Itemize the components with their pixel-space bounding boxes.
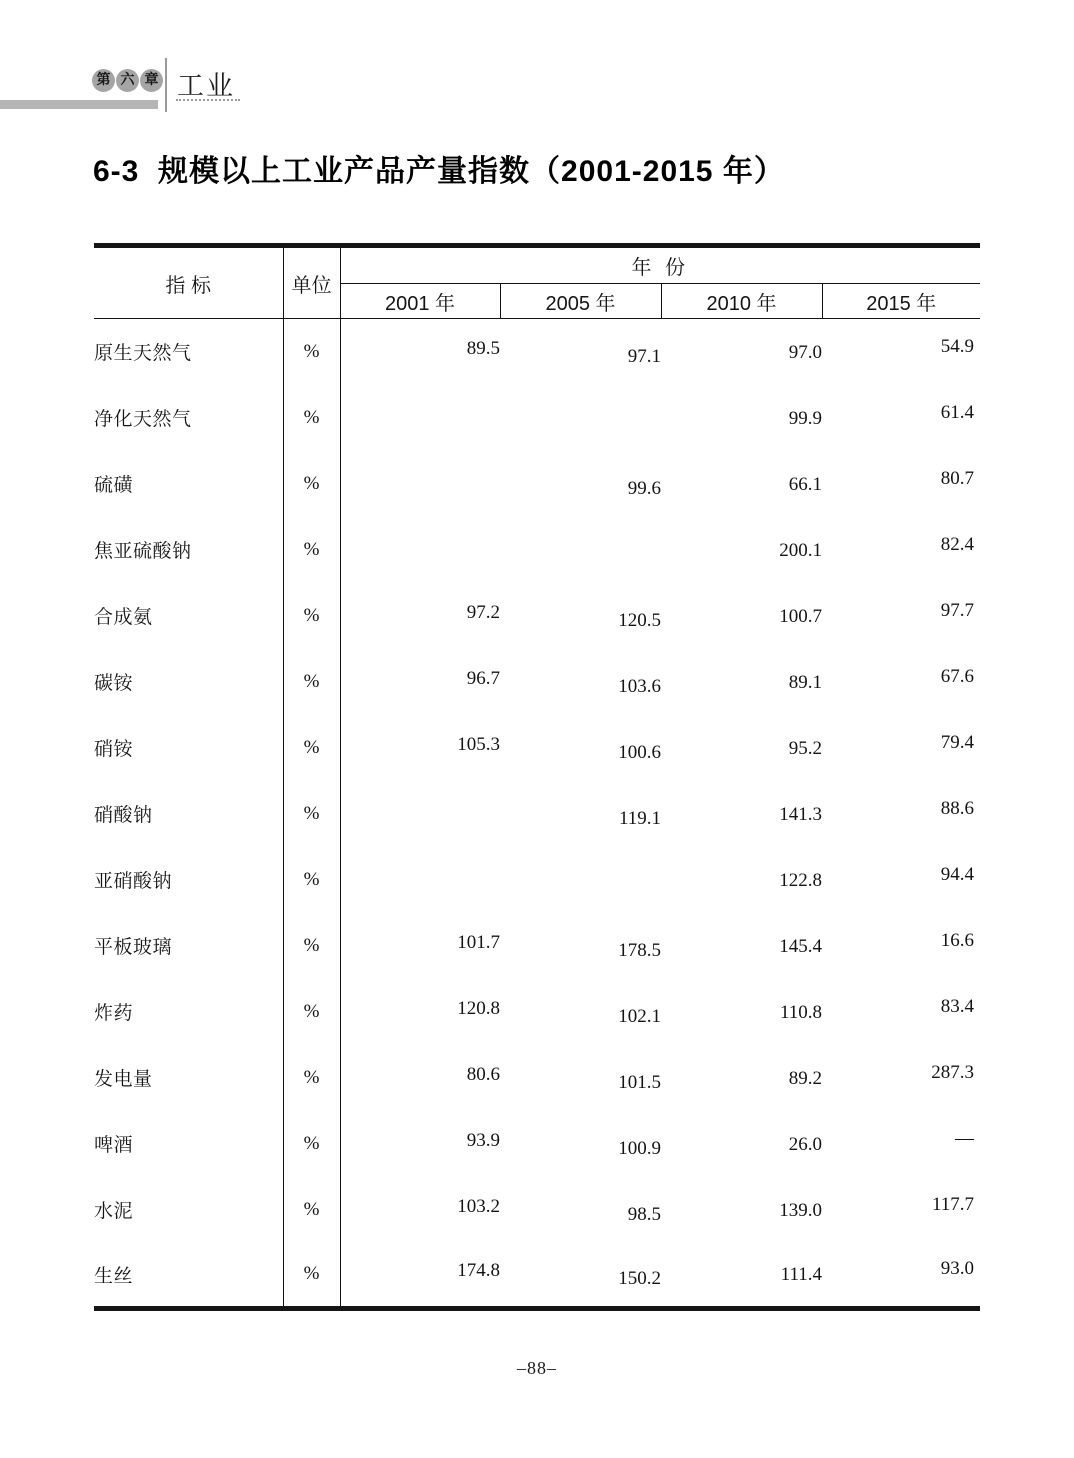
value-cell bbox=[340, 781, 500, 847]
unit-cell: % bbox=[283, 649, 340, 715]
products-index-table bbox=[94, 243, 980, 1311]
indicator-cell: 合成氨 bbox=[94, 583, 283, 649]
value-cell: 100.7 bbox=[779, 605, 822, 627]
value-cell: 117.7 bbox=[931, 1193, 974, 1215]
value-cell: 83.4 bbox=[940, 995, 974, 1017]
value-cell bbox=[340, 517, 500, 583]
value-cell: 97.0 bbox=[788, 341, 822, 363]
indicator-cell: 碳铵 bbox=[94, 649, 283, 715]
value-cell bbox=[500, 517, 661, 583]
value-cell bbox=[340, 451, 500, 517]
unit-cell: % bbox=[283, 781, 340, 847]
header-year-2015: 2015 年 bbox=[822, 284, 980, 319]
value-cell: 103.6 bbox=[618, 675, 661, 697]
table-row bbox=[94, 517, 980, 583]
indicator-cell: 发电量 bbox=[94, 1045, 283, 1111]
value-cell: 89.5 bbox=[466, 337, 500, 359]
header-divider bbox=[165, 58, 167, 112]
header-year-group: 年 份 bbox=[340, 246, 980, 284]
value-cell: 110.8 bbox=[779, 1001, 822, 1023]
value-cell bbox=[500, 847, 661, 913]
value-cell: 79.4 bbox=[940, 731, 974, 753]
value-cell: 97.2 bbox=[466, 601, 500, 623]
unit-cell: % bbox=[283, 319, 340, 385]
unit-cell: % bbox=[283, 1243, 340, 1309]
value-cell: 98.5 bbox=[627, 1203, 661, 1225]
unit-cell: % bbox=[283, 385, 340, 451]
value-cell: 105.3 bbox=[457, 733, 500, 755]
value-cell: 145.4 bbox=[779, 935, 822, 957]
table-row bbox=[94, 781, 980, 847]
chapter-title: 工业 bbox=[177, 71, 235, 101]
unit-cell: % bbox=[283, 1177, 340, 1243]
value-cell: 103.2 bbox=[457, 1195, 500, 1217]
table-row bbox=[94, 319, 980, 385]
value-cell: 93.9 bbox=[466, 1129, 500, 1151]
value-cell: 200.1 bbox=[779, 539, 822, 561]
unit-cell: % bbox=[283, 1045, 340, 1111]
page-number: –88– bbox=[517, 1358, 557, 1378]
table-row bbox=[94, 649, 980, 715]
chapter-badge-char: 六 bbox=[116, 69, 139, 92]
header-year-2010: 2010 年 bbox=[661, 284, 822, 319]
table-row bbox=[94, 385, 980, 451]
value-cell: 111.4 bbox=[780, 1264, 822, 1286]
value-cell: 80.6 bbox=[466, 1063, 500, 1085]
unit-cell: % bbox=[283, 583, 340, 649]
table-row bbox=[94, 1177, 980, 1243]
value-cell bbox=[500, 385, 661, 451]
value-cell: 16.6 bbox=[940, 929, 974, 951]
value-cell: 100.9 bbox=[618, 1137, 661, 1159]
value-cell: 80.7 bbox=[940, 467, 974, 489]
indicator-cell: 平板玻璃 bbox=[94, 913, 283, 979]
value-cell: 120.8 bbox=[457, 997, 500, 1019]
indicator-cell: 硫磺 bbox=[94, 451, 283, 517]
unit-cell: % bbox=[283, 979, 340, 1045]
header-year-2005: 2005 年 bbox=[500, 284, 661, 319]
indicator-cell: 硝酸钠 bbox=[94, 781, 283, 847]
value-cell: 102.1 bbox=[618, 1005, 661, 1027]
value-cell: 26.0 bbox=[788, 1133, 822, 1155]
value-cell: 150.2 bbox=[618, 1268, 661, 1290]
indicator-cell: 炸药 bbox=[94, 979, 283, 1045]
unit-cell: % bbox=[283, 451, 340, 517]
indicator-cell: 啤酒 bbox=[94, 1111, 283, 1177]
page-title: 6-3 规模以上工业产品产量指数（2001-2015 年） bbox=[93, 155, 785, 188]
chapter-badge-char: 第 bbox=[92, 69, 115, 92]
value-cell: 97.7 bbox=[940, 599, 974, 621]
value-cell bbox=[340, 847, 500, 913]
unit-cell: % bbox=[283, 715, 340, 781]
value-cell bbox=[340, 385, 500, 451]
value-cell: 66.1 bbox=[788, 473, 822, 495]
table-row bbox=[94, 979, 980, 1045]
value-cell: 95.2 bbox=[788, 737, 822, 759]
table-row bbox=[94, 913, 980, 979]
value-cell: 100.6 bbox=[618, 741, 661, 763]
value-cell: 174.8 bbox=[457, 1260, 500, 1282]
value-cell: 101.7 bbox=[457, 931, 500, 953]
table-row bbox=[94, 451, 980, 517]
value-cell: 93.0 bbox=[940, 1258, 974, 1280]
unit-cell: % bbox=[283, 1111, 340, 1177]
table-header-row-1 bbox=[94, 246, 980, 284]
unit-cell: % bbox=[283, 913, 340, 979]
value-cell: 101.5 bbox=[618, 1071, 661, 1093]
header-indicator: 指 标 bbox=[94, 246, 283, 319]
indicator-cell: 净化天然气 bbox=[94, 385, 283, 451]
indicator-cell: 水泥 bbox=[94, 1177, 283, 1243]
table-row bbox=[94, 583, 980, 649]
table-row bbox=[94, 1045, 980, 1111]
unit-cell: % bbox=[283, 847, 340, 913]
table-row bbox=[94, 847, 980, 913]
indicator-cell: 生丝 bbox=[94, 1243, 283, 1309]
unit-cell: % bbox=[283, 517, 340, 583]
value-cell: 94.4 bbox=[940, 863, 974, 885]
table-row bbox=[94, 715, 980, 781]
value-cell: 119.1 bbox=[618, 807, 661, 829]
chapter-badge-char: 章 bbox=[140, 69, 163, 92]
chapter-title-underline bbox=[176, 99, 240, 101]
value-cell: 120.5 bbox=[618, 609, 661, 631]
value-cell: 67.6 bbox=[940, 665, 974, 687]
table-row bbox=[94, 1111, 980, 1177]
value-cell: 97.1 bbox=[627, 345, 661, 367]
value-cell: 141.3 bbox=[779, 803, 822, 825]
value-cell: 89.1 bbox=[788, 671, 822, 693]
value-cell: 61.4 bbox=[940, 401, 974, 423]
value-cell: 178.5 bbox=[618, 939, 661, 961]
value-cell: 82.4 bbox=[940, 533, 974, 555]
value-cell: 287.3 bbox=[931, 1061, 974, 1083]
table-row bbox=[94, 1243, 980, 1309]
indicator-cell: 焦亚硫酸钠 bbox=[94, 517, 283, 583]
value-cell: 88.6 bbox=[940, 797, 974, 819]
header-year-2001: 2001 年 bbox=[340, 284, 500, 319]
value-cell: 99.9 bbox=[788, 407, 822, 429]
value-cell: 139.0 bbox=[779, 1199, 822, 1221]
value-cell: 99.6 bbox=[627, 477, 661, 499]
indicator-cell: 硝铵 bbox=[94, 715, 283, 781]
header-unit: 单位 bbox=[283, 246, 340, 319]
value-cell: 89.2 bbox=[788, 1067, 822, 1089]
value-cell: 96.7 bbox=[466, 667, 500, 689]
value-cell: — bbox=[955, 1127, 974, 1149]
header-rule bbox=[0, 100, 158, 109]
indicator-cell: 亚硝酸钠 bbox=[94, 847, 283, 913]
value-cell: 54.9 bbox=[940, 335, 974, 357]
indicator-cell: 原生天然气 bbox=[94, 319, 283, 385]
chapter-badge bbox=[92, 69, 163, 92]
value-cell: 122.8 bbox=[779, 869, 822, 891]
